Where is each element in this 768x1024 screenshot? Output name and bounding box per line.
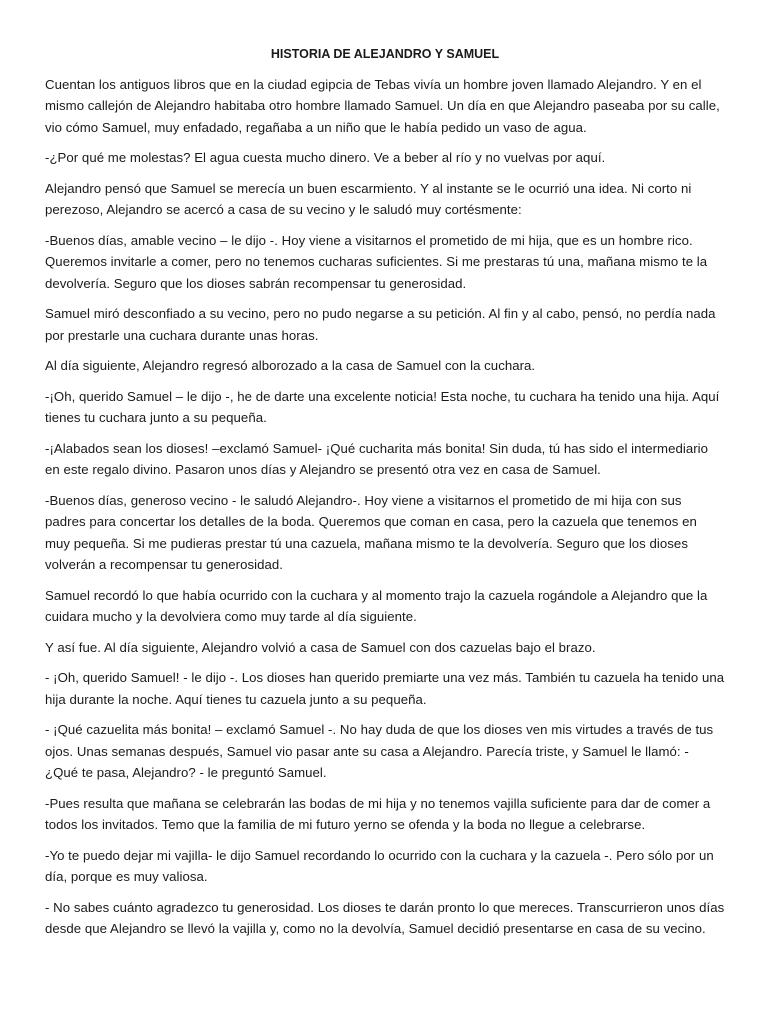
paragraph-5: Samuel miró desconfiado a su vecino, pero no pudo negarse a su petición. Al fin y al cabo, pensó, no perdía nada por prestarle una cuchara durante unas horas. xyxy=(45,306,716,343)
paragraph-11: Y así fue. Al día siguiente, Alejandro volvió a casa de Samuel con dos cazuelas bajo el brazo. xyxy=(45,639,596,655)
paragraph-15: -Yo te puedo dejar mi vajilla- le dijo Samuel recordando lo ocurrido con la cuchara y la cazuela -. Pero sólo por un día, porque es muy valiosa. xyxy=(45,847,714,884)
document-title: HISTORIA DE ALEJANDRO Y SAMUEL xyxy=(270,47,500,61)
paragraph-8: -¡Alabados sean los dioses! –exclamó Samuel- ¡Qué cucharita más bonita! Sin duda, tú has sido el intermediario en este regalo divino. Pasaron unos días y Alejandro se presentó otra vez en casa de Samuel. xyxy=(45,440,709,477)
paragraph-12: - ¡Oh, querido Samuel! - le dijo -. Los dioses han querido premiarte una vez más. También tu cazuela ha tenido una hija durante la noche. Aquí tienes tu cazuela junto a su pequeña. xyxy=(45,670,725,707)
paragraph-4: -Buenos días, amable vecino – le dijo -. Hoy viene a visitarnos el prometido de mi hija, que es un hombre rico. Queremos invitarle a comer, pero no tenemos cucharas suficientes. Si me prestaras tú una, mañana mismo te la devolvería. Seguro que los dioses sabrán recompensar tu generosidad. xyxy=(45,232,708,291)
paragraph-3: Alejandro pensó que Samuel se merecía un buen escarmiento. Y al instante se le ocurrió una idea. Ni corto ni perezoso, Alejandro se acercó a casa de su vecino y le saludó muy cortésmente: xyxy=(45,180,692,217)
paragraph-14: -Pues resulta que mañana se celebrarán las bodas de mi hija y no tenemos vajilla suficiente para dar de comer a todos los invitados. Temo que la familia de mi futuro yerno se ofenda y la boda no llegue a celebrarse. xyxy=(45,795,711,832)
paragraph-16: - No sabes cuánto agradezco tu generosidad. Los dioses te darán pronto lo que mereces. Transcurrieron unos días desde que Alejandro se llevó la vajilla y, como no la devolvía, Samuel decidió presentarse en casa de su vecino. xyxy=(45,899,725,936)
paragraph-6: Al día siguiente, Alejandro regresó alborozado a la casa de Samuel con la cuchara. xyxy=(45,358,536,373)
paragraph-9: -Buenos días, generoso vecino - le saludó Alejandro-. Hoy viene a visitarnos el prometido de mi hija con sus padres para concertar los detalles de la boda. Queremos que coman en casa, pero la cazuela que tenemos en muy pequeña. Si me pudieras prestar tú una cazuela, mañana mismo te la devolvería. Seguro que los dioses volverán a recompensar tu generosidad. xyxy=(45,492,697,572)
paragraph-1: Cuentan los antiguos libros que en la ciudad egipcia de Tebas vivía un hombre joven llamado Alejandro. Y en el mismo callejón de Alejandro habitaba otro hombre llamado Samuel. Un día en que Alejandro paseaba por su calle, vio cómo Samuel, muy enfadado, regañaba a un niño que le había pedido un vaso de agua. xyxy=(45,76,720,135)
paragraph-13: - ¡Qué cazuelita más bonita! – exclamó Samuel -. No hay duda de que los dioses ven mis virtudes a través de tus ojos. Unas semanas después, Samuel vio pasar ante su casa a Alejandro. Parecía triste, y Samuel le llamó: - ¿Qué te pasa, Alejandro? - le preguntó Samuel. xyxy=(45,722,714,780)
paragraph-10: Samuel recordó lo que había ocurrido con la cuchara y al momento trajo la cazuela rogándole a Alejandro que la cuidara mucho y la devolviera como muy tarde al día siguiente. xyxy=(45,587,708,624)
paragraph-7: -¡Oh, querido Samuel – le dijo -, he de darte una excelente noticia! Esta noche, tu cuchara ha tenido una hija. Aquí tienes tu cuchara junto a su pequeña. xyxy=(45,388,720,425)
paragraph-2: -¿Por qué me molestas? El agua cuesta mucho dinero. Ve a beber al río y no vuelvas por aquí. xyxy=(45,150,606,165)
document-page xyxy=(45,44,725,949)
